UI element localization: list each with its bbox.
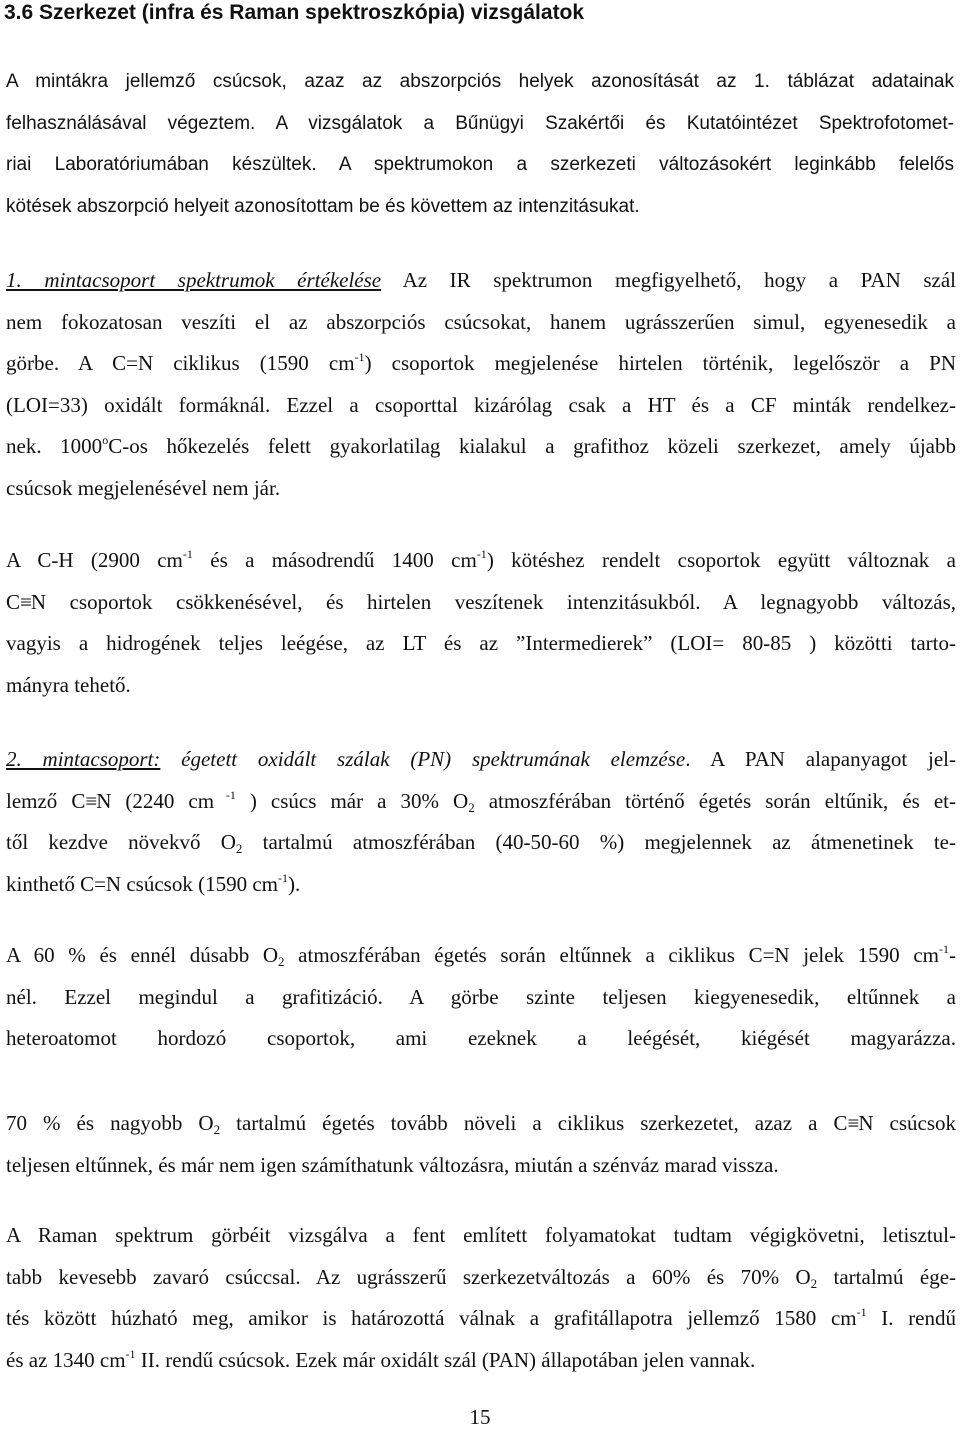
text-fragment: tartalmú ége- bbox=[817, 1264, 957, 1289]
text-fragment: Az IR spektrumon megfigyelhető, hogy a PAN szál bbox=[402, 268, 956, 292]
subscript: 2 bbox=[213, 1122, 221, 1137]
text-line: A Raman spektrum görbéit vizsgálva a fent említett folyamatokat tudtam végigkövetni, letisztul- bbox=[6, 1223, 956, 1247]
superscript: -1 bbox=[939, 942, 949, 956]
text-fragment: - bbox=[949, 943, 956, 967]
text-line bbox=[6, 540, 956, 582]
superscript: o bbox=[102, 433, 109, 448]
text-line bbox=[6, 739, 956, 781]
text-line: felhasználásával végeztem. A vizsgálatok a Bűnügyi Szakértői és Kutatóintézet Spektrofotomet- bbox=[6, 112, 954, 134]
text-line bbox=[6, 1298, 956, 1340]
text-fragment: és a másodrendű 1400 cm bbox=[192, 548, 477, 572]
text-fragment: N (2240 cm bbox=[96, 788, 215, 813]
text-line: mányra tehető. bbox=[6, 672, 131, 697]
text-line bbox=[6, 1257, 956, 1299]
paragraph-group-2 bbox=[6, 739, 956, 905]
text-line bbox=[6, 864, 956, 906]
text-line bbox=[6, 426, 956, 468]
superscript: -1 bbox=[125, 1346, 136, 1361]
text-fragment: A C-H (2900 cm bbox=[6, 548, 183, 572]
text-fragment: nek. 1000 bbox=[6, 434, 103, 459]
page-number: 15 bbox=[469, 1405, 491, 1429]
text-fragment: C-os hőkezelés felett gyakorlatilag kialakul a grafithoz közeli szerkezet, amely újabb bbox=[108, 434, 956, 459]
text-fragment: 70 % és nagyobb O bbox=[6, 1111, 214, 1135]
text-fragment: ) csúcs már a 30% O bbox=[235, 788, 469, 813]
text-fragment: atmoszférában égetés során eltűnnek a ciklikus C=N jelek 1590 cm bbox=[284, 943, 939, 967]
text-fragment: tés között húzható meg, amikor is határozottá válnak a grafitállapotra jellemző 1580 cm bbox=[6, 1306, 857, 1331]
text-line bbox=[6, 343, 956, 385]
paragraph-group-1 bbox=[6, 260, 956, 510]
triple-bond-symbol: ≡ bbox=[85, 788, 97, 813]
text-fragment: C bbox=[6, 589, 21, 614]
paragraph-60-percent bbox=[6, 935, 956, 1060]
text-line bbox=[6, 822, 956, 864]
superscript: -1 bbox=[476, 547, 487, 561]
subscript: 2 bbox=[468, 799, 475, 815]
text-line: csúcsok megjelenésével nem jár. bbox=[6, 475, 281, 500]
text-line: heteroatomot hordozó csoportok, ami ezeknek a leégését, kiégését magyarázza. bbox=[6, 1026, 956, 1051]
text-fragment: ). bbox=[287, 871, 301, 896]
paragraph-ch-groups bbox=[6, 540, 956, 706]
text-fragment: N csoportok csökkenésével, és hirtelen veszítenek intenzitásukból. A legnagyobb változás, bbox=[30, 589, 956, 614]
text-fragment: és az 1340 cm bbox=[6, 1347, 126, 1372]
text-fragment: A 60 % és ennél dúsabb O bbox=[6, 943, 279, 967]
text-fragment: tartalmú atmoszférában (40-50-60 %) megjelennek az átmenetinek te- bbox=[242, 830, 956, 855]
text-fragment: atmoszférában történő égetés során eltűnik, és et- bbox=[474, 788, 956, 813]
superscript: -1 bbox=[277, 870, 288, 885]
superscript: -1 bbox=[354, 350, 365, 365]
text-fragment: görbe. A C=N ciklikus (1590 cm bbox=[6, 351, 355, 376]
text-fragment: I. rendű bbox=[866, 1306, 957, 1331]
text-fragment: N csúcsok bbox=[858, 1111, 956, 1135]
text-fragment: . A PAN alapanyagot jel- bbox=[685, 747, 957, 771]
section-heading: 3.6 Szerkezet (infra és Raman spektroszkópia) vizsgálatok bbox=[4, 1, 585, 24]
text-fragment: tartalmú égetés tovább növeli a ciklikus szerkezetet, azaz a C bbox=[220, 1111, 848, 1135]
group-2-number: 2. mintacsoport: bbox=[6, 747, 161, 771]
text-fragment: ) csoportok megjelenése hirtelen történik, legelőször a PN bbox=[364, 351, 956, 376]
text-line: teljesen eltűnnek, és már nem igen számíthatunk változásra, miután a szénváz marad vissza. bbox=[6, 1152, 779, 1177]
text-line bbox=[6, 582, 956, 624]
text-fragment: tabb kevesebb zavaró csúccsal. Az ugrásszerű szerkezetváltozás a 60% és 70% O bbox=[6, 1264, 811, 1289]
text-fragment: II. rendű csúcsok. Ezek már oxidált szál (PAN) állapotában jelen vannak. bbox=[135, 1347, 756, 1372]
text-fragment: ) kötéshez rendelt csoportok együtt változnak a bbox=[486, 548, 956, 572]
group-1-label: 1. mintacsoport spektrumok értékelése bbox=[6, 268, 382, 292]
text-line bbox=[6, 260, 956, 302]
text-fragment: kinthető C=N csúcsok (1590 cm bbox=[6, 871, 278, 896]
text-fragment: lemző C bbox=[6, 788, 86, 813]
text-fragment: től kezdve növekvő O bbox=[6, 830, 236, 855]
subscript: 2 bbox=[278, 954, 285, 969]
text-line: A mintákra jellemző csúcsok, azaz az abszorpciós helyek azonosítását az 1. táblázat adatainak bbox=[6, 71, 954, 92]
text-line bbox=[6, 1340, 956, 1382]
subscript: 2 bbox=[810, 1275, 818, 1291]
paragraph-raman bbox=[6, 1215, 956, 1381]
text-line: nem fokozatosan veszíti el az abszorpciós csúcsokat, hanem ugrásszerűen simul, egyenesedik a bbox=[6, 309, 956, 334]
group-2-title: égetett oxidált szálak (PN) spektrumának elemzése bbox=[160, 747, 686, 771]
group-2-label bbox=[6, 747, 685, 771]
text-line: nél. Ezzel megindul a grafitizáció. A görbe szinte teljesen kiegyenesedik, eltűnnek a bbox=[6, 984, 956, 1009]
text-line bbox=[6, 1103, 956, 1145]
triple-bond-symbol: ≡ bbox=[20, 589, 31, 614]
text-line: vagyis a hidrogének teljes leégése, az LT és az ”Intermedierek” (LOI= 80-85 ) közötti tarto- bbox=[6, 631, 956, 656]
superscript: -1 bbox=[214, 787, 236, 802]
paragraph-intro bbox=[6, 61, 954, 227]
text-line: riai Laboratóriumában készültek. A spektrumokon a szerkezeti változásokért leginkább felelős bbox=[6, 154, 954, 175]
text-line: kötések abszorpció helyeit azonosítottam be és követtem az intenzitásukat. bbox=[6, 195, 640, 217]
paragraph-70-percent bbox=[6, 1103, 956, 1186]
text-line: (LOI=33) oxidált formáknál. Ezzel a csoporttal kizárólag csak a HT és a CF minták rendelkez- bbox=[6, 392, 956, 417]
superscript: -1 bbox=[182, 547, 193, 561]
triple-bond-symbol: ≡ bbox=[847, 1111, 859, 1135]
text-line bbox=[6, 935, 956, 977]
superscript: -1 bbox=[856, 1305, 867, 1320]
subscript: 2 bbox=[235, 841, 243, 857]
text-line bbox=[6, 781, 956, 823]
